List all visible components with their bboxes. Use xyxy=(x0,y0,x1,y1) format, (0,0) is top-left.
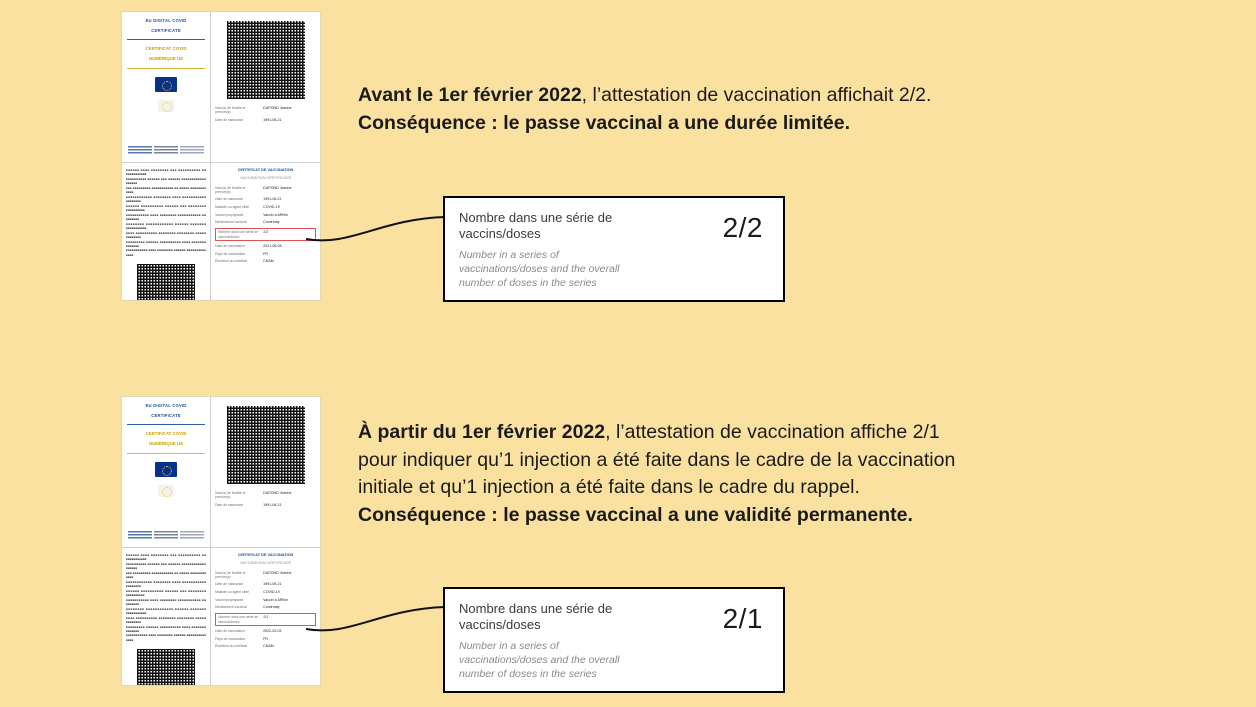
qr-code-large xyxy=(225,19,307,101)
qr-code-large-after xyxy=(225,404,307,486)
assurance-maladie-logo-icon xyxy=(180,146,204,154)
eu-flag-icon xyxy=(155,77,177,92)
callout-before-en-line1: Number in a series of xyxy=(459,248,559,261)
field-value-dose-count: 2/2 xyxy=(263,230,269,235)
field-label-vaccine-type-after: Vaccin/prophylaxie xyxy=(215,597,244,602)
field-label-dob-after: Date de naissance xyxy=(215,582,244,587)
callout-after-en-line3: number of doses in the series xyxy=(459,667,597,680)
vaccination-section-title-en-after: VACCINATION CERTIFICATE xyxy=(240,560,292,565)
qr-field-name-label: Nom(s) de famille et prénom(s) xyxy=(215,106,246,115)
vaccination-section-title-fr-after: CERTIFICAT DE VACCINATION xyxy=(237,552,294,557)
field-label-country-after: Pays de vaccination xyxy=(215,636,246,641)
certificate-header-panel-after xyxy=(122,397,211,547)
field-value-dob-after: 1991-06-21 xyxy=(263,582,282,587)
certificate-eu-header-line2-after: CERTIFICATE xyxy=(151,412,181,418)
certificate-title-line2-after: NUMÉRIQUE UE xyxy=(148,441,184,447)
field-label-vax-date: Date de vaccination xyxy=(215,243,245,248)
field-value-product: Comirnaty xyxy=(263,220,280,225)
paragraph-after-rest: , l’attestation de vaccination affiche 2/1 xyxy=(605,421,940,443)
field-value-vaccine-type-after: Vaccin à ARNm xyxy=(263,597,289,602)
callout-after-fr-line2: vaccins/doses xyxy=(459,617,541,633)
field-value-country: FR xyxy=(263,251,268,256)
field-label-name-after: Nom(s) de famille et prénom(s) xyxy=(215,570,246,580)
assurance-maladie-logo-icon-after xyxy=(180,531,204,539)
qr-code-small-after xyxy=(135,647,197,685)
field-label-vaccine-type: Vaccin/prophylaxie xyxy=(215,212,244,217)
qr-field-dob-label-after: Date de naissance xyxy=(215,502,244,507)
vaccination-section-title-fr: CERTIFICAT DE VACCINATION xyxy=(237,167,294,172)
callout-before-label-fr xyxy=(459,210,620,243)
certificate-title-line2: NUMÉRIQUE UE xyxy=(148,56,184,62)
certificate-eu-header-line1: EU DIGITAL COVID xyxy=(145,18,187,23)
callout-before-value: 2/2 xyxy=(722,212,763,243)
ameli-logo-icon-after xyxy=(154,531,178,539)
paragraph-after xyxy=(358,419,1208,530)
republique-francaise-logo xyxy=(158,100,174,112)
field-value-name: DUPOND Jeanne xyxy=(263,185,292,190)
eu-flag-icon-after xyxy=(155,462,177,477)
field-label-disease-after: Maladie ou agent ciblé xyxy=(215,590,250,595)
certificate-header-panel xyxy=(122,12,211,162)
field-value-issuer: CNAM xyxy=(263,259,274,264)
paragraph-before-bold: Avant le 1er février 2022 xyxy=(358,84,582,106)
legal-text-block-after: ■■■■■■ ■■■■ ■■■■■■■■ ■■■ ■■■■■■■■■■ ■■ ■■■■■■■■■■■ ■■■■■■■■■■ ■■■■■■ ■■■ ■■■■■■ ■■■■■■■■■■■■ ■■■■■■ ■■■ ■■■■■■■■■ ■■■■■■■■■■■ ■■ ■■■■■ ■■■■■■■■ ■■■■ ■■■■■■■■■■■■ ■■■■■■■■ ■■■■ ■■■■■■■■■■■ ■■■■■■■■ ■■■■■■ ■■■■■■■■■■ ■■■■■■ ■■■ ■■■■■■■■ ■■■■■■■■■■ ■■■■■■■■■■■ ■■■■ ■■■■■■■■ ■■■■■■■■■■■ ■■ ■■■■■■■ ■■■■■■■■ ■■■■■■■■■■■■ ■■■■■■ ■■■■■■■ ■■■■■■■■■■■ ■■■■ ■■■■■■■■■■ ■■■■■■■■ ■■■■■■■■ ■■■■■ ■■■■■■■■ ■■■■■■■■■ ■■■■■■ ■■■■■■■■■■ ■■■■ ■■■■■■■ ■■■■■■■ ■■■■■■■■■■■ ■■■■ ■■■■■■■■ ■■■■■■ ■■■■■■■■■■ ■■■■ xyxy=(126,552,207,642)
vaccination-section-title-en: VACCINATION CERTIFICATE xyxy=(240,175,292,180)
callout-after-label-en xyxy=(459,639,620,682)
field-dose-count-highlighted xyxy=(215,228,316,241)
callout-before-en-line3: number of doses in the series xyxy=(459,276,597,289)
certificate-details-panel xyxy=(211,163,320,300)
field-label-dob: Date de naissance xyxy=(215,197,244,202)
field-label-dose-count-after: Nombre dans une série de vaccins/doses xyxy=(218,615,259,624)
ministry-logo-icon-after xyxy=(128,531,152,539)
qr-field-name-label-after: Nom(s) de famille et prénom(s) xyxy=(215,491,246,500)
callout-after-fr-line1: Nombre dans une série de xyxy=(459,601,613,616)
field-value-disease-after: COVID-19 xyxy=(263,590,280,595)
qr-field-name-value-after: DUPOND Jeanne xyxy=(263,491,292,495)
ameli-logo-icon xyxy=(154,146,178,154)
republique-francaise-logo-after xyxy=(158,485,174,497)
qr-field-dob-label: Date de naissance xyxy=(215,117,244,122)
field-label-issuer: Émetteur du certificat xyxy=(215,259,248,264)
callout-before-en-line2: vaccinations/doses and the overall xyxy=(459,262,620,275)
field-dose-count-highlighted-after xyxy=(215,613,316,626)
certificate-qr-panel xyxy=(211,12,320,162)
field-label-product-after: Médicament vaccinal xyxy=(215,605,247,610)
callout-before-fr-line1: Nombre dans une série de xyxy=(459,210,613,225)
government-logos-after xyxy=(127,531,205,541)
qr-field-name-value: DUPOND Jeanne xyxy=(263,106,292,110)
government-logos xyxy=(127,146,205,156)
field-value-disease: COVID-19 xyxy=(263,205,280,210)
paragraph-before xyxy=(358,82,1208,137)
paragraph-after-line2: pour indiquer qu’1 injection a été faite dans le cadre de la vaccination xyxy=(358,448,956,471)
paragraph-before-consequence: Conséquence : le passe vaccinal a une durée limitée. xyxy=(358,111,851,134)
ministry-logo-icon xyxy=(128,146,152,154)
field-label-vax-date-after: Date de vaccination xyxy=(215,628,245,633)
qr-code-small xyxy=(135,262,197,300)
certificate-eu-header-line1-after: EU DIGITAL COVID xyxy=(145,403,187,408)
callout-after-en-line2: vaccinations/doses and the overall xyxy=(459,653,620,666)
field-label-dose-count: Nombre dans une série de vaccins/doses xyxy=(218,230,259,239)
certificate-legal-panel-after xyxy=(122,548,211,685)
callout-before xyxy=(443,196,785,302)
paragraph-before-rest: , l’attestation de vaccination affichait 2/2. xyxy=(581,84,932,106)
qr-field-dob-value-after: 1991-06-21 xyxy=(263,502,282,507)
paragraph-after-bold: À partir du 1er février 2022 xyxy=(358,421,606,443)
certificate-qr-panel-after xyxy=(211,397,320,547)
field-label-name: Nom(s) de famille et prénom(s) xyxy=(215,185,246,195)
certificate-title-line1-after: CERTIFICAT COVID xyxy=(145,431,187,437)
certificate-legal-panel xyxy=(122,163,211,300)
callout-before-fr-line2: vaccins/doses xyxy=(459,226,541,242)
paragraph-after-consequence: Conséquence : le passe vaccinal a une validité permanente. xyxy=(358,504,913,527)
field-label-disease: Maladie ou agent ciblé xyxy=(215,205,250,210)
field-value-name-after: DUPOND Jeanne xyxy=(263,570,292,575)
callout-after-label-fr xyxy=(459,601,620,634)
field-label-country: Pays de vaccination xyxy=(215,251,246,256)
field-value-issuer-after: CNAM xyxy=(263,644,274,649)
callout-after-value: 2/1 xyxy=(722,603,763,634)
field-value-vaccine-type: Vaccin à ARNm xyxy=(263,212,289,217)
field-value-dob: 1991-06-21 xyxy=(263,197,282,202)
field-label-product: Médicament vaccinal xyxy=(215,220,247,225)
field-label-issuer-after: Émetteur du certificat xyxy=(215,644,248,649)
legal-text-block: ■■■■■■ ■■■■ ■■■■■■■■ ■■■ ■■■■■■■■■■ ■■ ■■■■■■■■■■■ ■■■■■■■■■■ ■■■■■■ ■■■ ■■■■■■ ■■■■■■■■■■■■ ■■■■■■ ■■■ ■■■■■■■■■ ■■■■■■■■■■■ ■■ ■■■■■ ■■■■■■■■ ■■■■ ■■■■■■■■■■■■ ■■■■■■■■ ■■■■ ■■■■■■■■■■■ ■■■■■■■■ ■■■■■■ ■■■■■■■■■■ ■■■■■■ ■■■ ■■■■■■■■ ■■■■■■■■■■ ■■■■■■■■■■■ ■■■■ ■■■■■■■■ ■■■■■■■■■■■ ■■ ■■■■■■■ ■■■■■■■■ ■■■■■■■■■■■■ ■■■■■■ ■■■■■■■ ■■■■■■■■■■■ ■■■■ ■■■■■■■■■■ ■■■■■■■■ ■■■■■■■■ ■■■■■ ■■■■■■■■ ■■■■■■■■■ ■■■■■■ ■■■■■■■■■■ ■■■■ ■■■■■■■ ■■■■■■■ ■■■■■■■■■■■ ■■■■ ■■■■■■■■ ■■■■■■ ■■■■■■■■■■ ■■■■ xyxy=(126,167,207,257)
certificate-eu-header-line2: CERTIFICATE xyxy=(151,27,181,33)
certificate-thumbnail-before xyxy=(122,12,320,300)
field-value-product-after: Comirnaty xyxy=(263,605,280,610)
field-value-vax-date-after: 2022-02-03 xyxy=(263,628,282,633)
callout-after-en-line1: Number in a series of xyxy=(459,639,559,652)
field-value-dose-count-after: 2/1 xyxy=(263,615,269,620)
qr-field-dob-value: 1991-06-21 xyxy=(263,117,282,122)
certificate-title-line1: CERTIFICAT COVID xyxy=(145,46,187,52)
callout-before-label-en xyxy=(459,248,620,291)
callout-after xyxy=(443,587,785,693)
field-value-country-after: FR xyxy=(263,636,268,641)
certificate-details-panel-after xyxy=(211,548,320,685)
paragraph-after-line3: initiale et qu’1 injection a été faite dans le cadre du rappel. xyxy=(358,476,860,499)
certificate-thumbnail-after xyxy=(122,397,320,685)
field-value-vax-date: 2021-06-28 xyxy=(263,243,282,248)
